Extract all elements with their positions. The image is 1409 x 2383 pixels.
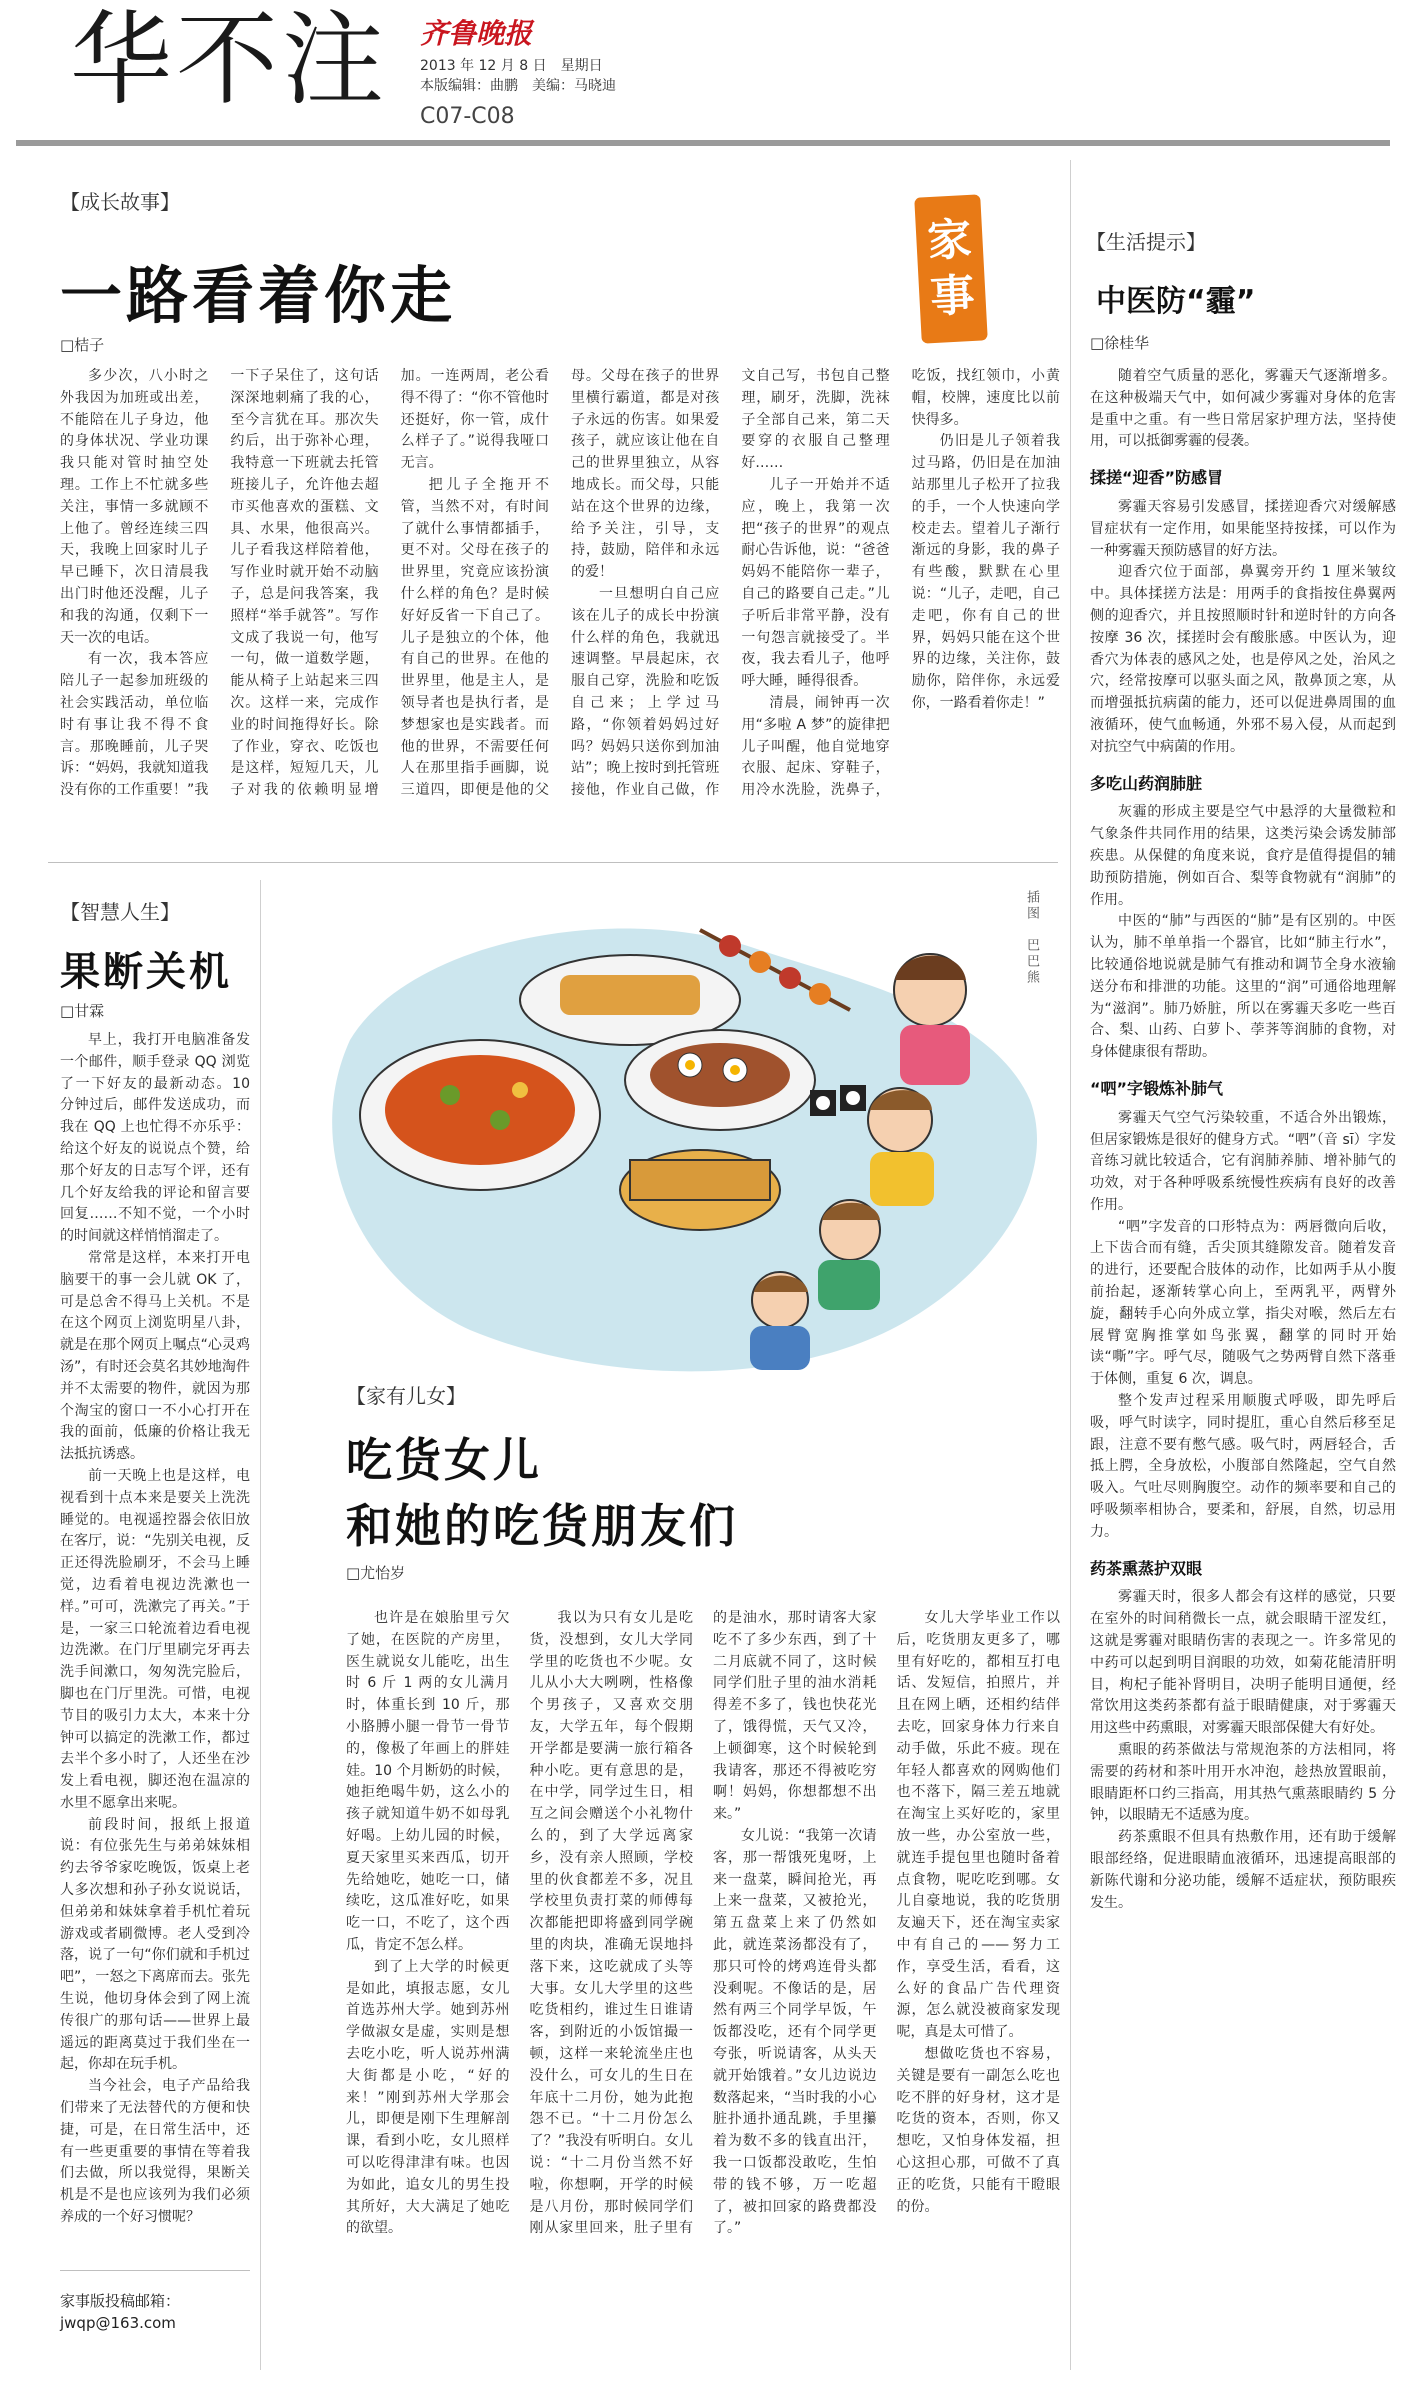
stamp-char: 家 [926,213,973,268]
section-title: 华不注 [70,1,388,120]
food-illustration [290,860,1050,1400]
paragraph: 到了上大学的时候更是如此，填报志愿，女儿首选苏州大学。她到苏州学做淑女是虚，实则是想去吃小吃，听人说苏州满大街都是小吃，“好的来！”刚到苏州大学那会儿，即便是刚下生理解剖课，看到小吃，女儿照样可以吃得津津有味。也因为如此，追女儿的男生投其所好，大大满足了她吃的欲望。 [346,1958,510,2237]
article-headline: 和她的吃货朋友们 [346,1499,738,1553]
paragraph: 中医的“肺”与西医的“肺”是有区别的。中医认为，肺不单单指一个器官，比如“肺主行水”，比较通俗地说就是肺气有推动和调节全身水液输送分布和排泄的功能。这里的“润”可通俗地理解为“滋润”。肺乃娇脏，所以在雾霾天多吃一些百合、梨、山药、白萝卜、荸荠等润肺的食物，对身体健康很有帮助。 [1090,913,1396,1061]
article-author: □甘霖 [60,1002,105,1020]
paragraph: 随着空气质量的恶化，雾霾天气逐渐增多。在这种极端天气中，如何减少雾霾对身体的危害是重中之重。有一些日常居家护理方法，坚持使用，可以抵御雾霾的侵袭。 [1090,368,1396,450]
article-author: □徐桂华 [1090,334,1150,352]
paragraph: 儿子一开始并不适应，晚上，我第一次把“孩子的世界”的观点耐心告诉他，说：“爸爸妈妈不能陪你一辈子，自己的路要自己走。”儿子听后非常平静，没有一句怨言就接受了。半夜，我去看儿子，他呼呼大睡，睡得很香。 [741,476,890,690]
paragraph: 常常是这样，本来打开电脑要干的事一会儿就 OK 了，可是总舍不得马上关机。不是在这个网页上浏览明星八卦，就是在那个网页上嘱点“心灵鸡汤”，有时还会莫名其妙地淘件并不太需要的物件，就因为那个淘宝的窗口一不小心打开在我的面前，低廉的价格让我无法抵抗诱惑。 [60,1249,250,1463]
paragraph: 一旦想明白自己应该在儿子的成长中扮演什么样的角色，我就迅速调整。早晨起床，衣服自己穿，洗脸和吃饭自己来；上学过马路，“你领着妈妈过好吗？妈妈只送你到加油站”；晚上按时到托管班接他，作业自己做，作文自己写，书包自己整理，刷牙，洗脚，洗袜子全部自己来，第二天要穿的衣服自己整理好…… [570,368,890,799]
family-section-stamp [914,194,988,343]
illustration-credit: 插图 巴巴熊 [1024,890,1039,986]
paragraph: 灰霾的形成主要是空气中悬浮的大量微粒和气象条件共同作用的结果，这类污染会诱发肺部疾患。从保健的角度来说，食疗是值得提倡的辅助预防措施，例如百合、梨等食物就有“润肺”的作用。 [1090,804,1396,908]
masthead-rule [16,140,1390,146]
dish-icon [385,1055,575,1165]
paragraph: “呬”字发音的口形特点为：两唇微向后收，上下齿合而有缝，舌尖顶其缝隙发音。随着发音的进行，还要配合肢体的动作，比如两手从小腹前抬起，逐渐转掌心向上，至两乳平，两臂外旋，翻转手心向外成立掌，指尖对喉，然后左右展臂宽胸推掌如鸟张翼，翻掌的同时开始读“嘶”字。呼气尽，随吸气之势两臂自然下落垂于体侧，重复 6 次，调息。 [1090,1218,1396,1388]
article-headline: 一路看着你走 [60,259,457,332]
sidebar-body [1090,366,1396,2366]
paragraph: 仍旧是儿子领着我过马路，仍旧是在加油站那里儿子松开了拉我的手，一个人快速向学校走去。望着儿子渐行渐远的身影，我的鼻子有些酸，默默在心里说：“儿子，走吧，自己走吧，你有自己的世界，妈妈只能在这个世界的边缘，关注你，鼓励你，陪伴你，永远爱你，一路看着你走！” [911,433,1060,711]
stamp-char: 事 [929,269,976,324]
paragraph: 女儿说：“我第一次请客，那一帮饿死鬼呀，上来一盘菜，瞬间抢光，再上来一盘菜，又被抢光，第五盘菜上来了仍然如此，就连菜汤都没有了，那只可怜的烤鸡连骨头都没剩呢。不像话的是，居然有两三个同学早饭，午饭都没吃，还有个同学更夸张，听说请客，从头天就开始饿着。”女儿边说边数落起来，“当时我的小心脏扑通扑通乱跳，手里攥着为数不多的钱直出汗，我一口饭都没敢吃，生怕带的钱不够，万一吃超了，被扣回家的路费都没了。” [713,1827,877,2237]
editor-credits: 本版编辑：曲鹏 美编：马晓迪 [420,78,616,94]
subheading: 药茶熏蒸护双眼 [1090,1558,1203,1578]
paragraph: 把儿子全拖开不管，当然不对，有时间了就什么事情都插手，更不对。父母在孩子的世界里，究竟应该扮演什么样的角色？是时候好好反省一下自己了。儿子是独立的个体，他有自己的世界。在他的世界里，他是主人，是领导者也是执行者，是梦想家也是实践者。而他的世界，不需要任何人在那里指手画脚，说三道四，即便是他的父母。父母在孩子的世界里横行霸道，都是对孩子永远的伤害。如果爱孩子，就应该让他在自己的世界里独立，从容地成长。而父母，只能站在这个世界的边缘，给予关注，引导，支持，鼓励，陪伴和永远的爱！ [400,368,720,799]
article-tag: 【家有儿女】 [346,1384,466,1408]
paragraph: 也许是在娘胎里亏欠了她，在医院的产房里，医生就说女儿能吃，出生时 6 斤 1 两的女儿满月时，体重长到 10 斤，那小胳膊小腿一骨节一骨节的，像极了年画上的胖娃娃。10 个月断奶的时候，她拒绝喝牛奶，这么小的孩子就知道牛奶不如母乳好喝。上幼儿园的时候，夏天家里买来西瓜，切开先给她吃，她吃一口，储续吃，这瓜准好吃，如果吃一口，不吃了，这个西瓜，肯定不怎么样。 [346,1610,510,1953]
submission-email: 家事版投稿邮箱：jwqp@163.com [60,2292,181,2332]
paragraph: 前段时间，报纸上报道说：有位张先生与弟弟妹妹相约去爷爷家吃晚饭，饭桌上老人多次想和孙子孙女说说话，但弟弟和妹妹拿着手机忙着玩游戏或者刷微博。老人受到冷落，说了一句“你们就和手机过吧”，一怒之下离席而去。张先生说，他切身体会到了网上流传很广的那句话——世界上最遥远的距离莫过于我们坐在一起，你却在玩手机。 [60,1816,250,2073]
column-divider [260,880,261,2370]
article-tag: 【生活提示】 [1086,230,1206,254]
paragraph: 雾霾天气空气污染较重，不适合外出锻炼，但居家锻炼是很好的健身方式。“呬”（音 sī）字发音练习就比较适合，它有润肺养肺、增补肺气的功效，对于各种呼吸系统慢性疾病有良好的改善作用。 [1090,1109,1396,1213]
column-divider [1070,160,1071,2370]
row-divider [60,2270,250,2271]
issue-date: 2013 年 12 月 8 日 星期日 [420,58,603,74]
paragraph: 雾霾天容易引发感冒，揉搓迎香穴对缓解感冒症状有一定作用，如果能坚持按揉，可以作为一种雾霾天预防感冒的好方法。 [1090,498,1396,559]
article-author: □桔子 [60,336,105,354]
paragraph: 药茶熏眼不但具有热敷作用，还有助于缓解眼部经络，促进眼睛血液循环，迅速提高眼部的新陈代谢和分泌功能，缓解不适症状，预防眼疾发生。 [1090,1829,1396,1911]
paragraph: 当今社会，电子产品给我们带来了无法替代的方便和快捷，可是，在日常生活中，还有一些更重要的事情在等着我们去做，所以我觉得，果断关机是不是也应该列为我们必须养成的一个好习惯呢？ [60,2078,250,2226]
paragraph: 想做吃货也不容易，关键是要有一副怎么吃也吃不胖的好身材，这才是吃货的资本，否则，你又想吃，又怕身体发福，担心这担心那，可做不了真正的吃货，只能有干瞪眼的份。 [896,2045,1060,2215]
paragraph: 雾霾天时，很多人都会有这样的感觉，只要在室外的时间稍微长一点，就会眼睛干涩发红，这就是雾霾对眼睛伤害的表现之一。许多常见的中药可以起到明目润眼的功效，如菊花能清肝明目，枸杞子能补肾明目，决明子能明目通便，经常饮用这类药茶都有益于眼睛健康，对于雾霾天用这些中药熏眼，对雾霾天眼部保健大有好处。 [1090,1589,1396,1737]
page-numbers: C07-C08 [420,104,515,129]
article-body [346,1608,1060,2368]
paragraph: 整个发声过程采用顺腹式呼吸，即先呼后吸，呼气时读字，同时提肛，重心自然后移至足跟，注意不要有憋气感。吸气时，两唇轻合，舌抵上腭，全身放松，小腹部自然隆起，空气自然吸入。气吐尽则胸腹空。动作的频率要和自己的呼吸频率相协合，要柔和，舒展，自然，切忌用力。 [1090,1393,1396,1540]
article-headline: 吃货女儿 [346,1433,542,1487]
paragraph: 前一天晚上也是这样，电视看到十点本来是要关上洗洗睡觉的。电视遥控器会依旧放在客厅，说：“先别关电视，反正还得洗脸刷牙，不会马上睡觉，边看着电视边洗漱也一样。”可可，洗漱完了再关。”于是，一家三口轮流着边看电视边洗漱。在门厅里刷完牙再去洗手间漱口，匆匆洗完脸后，脚也在门厅里洗。可惜，电视节目的吸引力太大，本来十分钟可以搞定的洗漱工作，都过去半个多小时了，人还坐在沙发上看电视，脚还泡在温凉的水里不愿拿出来呢。 [60,1467,250,1811]
paragraph: 熏眼的药茶做法与常规泡茶的方法相同，将需要的药材和茶叶用开水冲泡，趁热放置眼前，眼睛距杯口约三指高，用其热气熏蒸眼睛约 5 分钟，以眼睛无不适感为度。 [1090,1742,1396,1824]
article-tag: 【智慧人生】 [60,900,180,924]
article-author: □尤怡岁 [346,1564,406,1582]
masthead-meta [420,56,616,96]
article-tag: 【成长故事】 [60,190,180,214]
paragraph: 迎香穴位于面部，鼻翼旁开约 1 厘米皱纹中。具体揉搓方法是：用两手的食指按住鼻翼两侧的迎香穴，并且按照顺时针和逆时针的方向各按摩 36 次，揉搓时会有酸胀感。中医认为，迎香穴为体表的感风之处，也是停风之处，治风之穴，经常按摩可以驱头面之风，散鼻顶之寒，从而增强抵抗病菌的能力，还可以促进鼻周围的血液循环，使气血畅通，外邪不易入侵，从而起到对抗空气中病菌的作用。 [1090,564,1396,755]
bread-icon [560,975,700,1015]
paragraph: 早上，我打开电脑准备发一个邮件，顺手登录 QQ 浏览了一下好友的最新动态。10 分钟过后，邮件发送成功，而我在 QQ 上也忙得不亦乐乎：给这个好友的说说点个赞，给那个好友的日志写个评，还有几个好友给我的评论和留言要回复……不知不觉，一个小时的时间就这样悄悄溜走了。 [60,1032,250,1245]
paragraph: 清晨，闹钟再一次用“多啦 A 梦”的旋律把儿子叫醒，他自觉地穿衣服、起床、穿鞋子，用冷水洗脸，洗鼻子，吃饭，找红领巾，小黄帽，校牌，速度比以前快得多。 [741,368,1060,799]
article-body [60,1030,250,2254]
subheading: 多吃山药润肺脏 [1090,773,1203,793]
article-body [60,366,1060,852]
subheading: “呬”字锻炼补肺气 [1090,1078,1224,1098]
newspaper-logo: 齐鲁晚报 [420,17,533,50]
subheading: 揉搓“迎香”防感冒 [1090,468,1224,488]
paragraph: 多少次，八小时之外我因为加班或出差，不能陪在儿子身边，他的身体状况、学业功课我只能对管时抽空处理。工作上不忙就多些关注，事情一多就顾不上他了。曾经连续三四天，我晚上回家时儿子早已睡下，次日清晨我出门时他还没醒，儿子和我的沟通，仅剩下一天一次的电话。 [60,368,209,646]
paragraph: 我以为只有女儿是吃货，没想到，女儿大学同学里的吃货也不少呢。女儿从小大大咧咧，性格像个男孩子，又喜欢交朋友，大学五年，每个假期开学都是要满一旅行箱各种小吃。更有意思的是，在中学，同学过生日，相互之间会赠送个小礼物什么的，到了大学远离家乡，没有亲人照顾，学校里的伙食都差不多，况且学校里负责打菜的师傅每次都能把即将盛到同学碗里的肉块，准确无误地抖落下来，这吃就成了头等大事。女儿大学里的这些吃货相约，谁过生日谁请客，到附近的小饭馆撮一顿，这样一来轮流坐庄也没什么，可女儿的生日在年底十二月份，她为此抱怨不已。“十二月份怎么了？”我没有听明白。女儿说：“十二月份当然不好啦，你想啊，开学的时候是八月份，那时候同学们刚从家里回来，肚子里有的是油水，那时请客大家吃不了多少东西，到了十二月底就不同了，这时候同学们肚子里的油水消耗得差不多了，钱也快花光了，饿得慌，天气又冷，上顿御寒，这个时候轮到我请客，那还不得被吃穷啊！妈妈，你想都想不出来。” [529,1610,877,2237]
paragraph: 有一次，我本答应陪儿子一起参加班级的社会实践活动，单位临时有事让我不得不食言。那晚睡前，儿子哭诉：“妈妈，我就知道我没有你的工作重要！”我一下子呆住了，这句话深深地刺痛了我的心，至今言犹在耳。那次失约后，出于弥补心理，我特意一下班就去托管班接儿子，允许他去超市买他喜欢的蛋糕、文具、水果，他很高兴。儿子看我这样陪着他，写作业时就开始不动脑子，总是问我答案，我照样“举手就答”。写作文成了我说一句，他写一句，做一道数学题，能从椅子上站起来三四次。这样一来，完成作业的时间拖得好长。除了作业，穿衣、吃饭也是这样，短短几天，儿子对我的依赖明显增加。一连两周，老公看得不得了：“你不管他时还挺好，你一管，成什么样子了。”说得我哑口无言。 [60,368,549,799]
paragraph: 女儿大学毕业工作以后，吃货朋友更多了，哪里有好吃的，都相互打电话、发短信，拍照片，并且在网上晒，还相约结伴去吃，回家身体力行来自动手做，乐此不疲。现在年轻人都喜欢的网购他们也不落下，隔三差五地就在淘宝上买好吃的，家里放一些，办公室放一些，就连手提包里也随时备着点食物，呢吃吃到哪。女儿自豪地说，我的吃货朋友遍天下，还在淘宝卖家中有自己的——努力工作，享受生活，看看，这么好的食品广告代理资源，怎么就没被商家发现呢，真是太可惜了。 [896,1610,1060,2041]
article-headline: 果断关机 [60,949,232,995]
article-headline: 中医防“霾” [1096,284,1256,319]
